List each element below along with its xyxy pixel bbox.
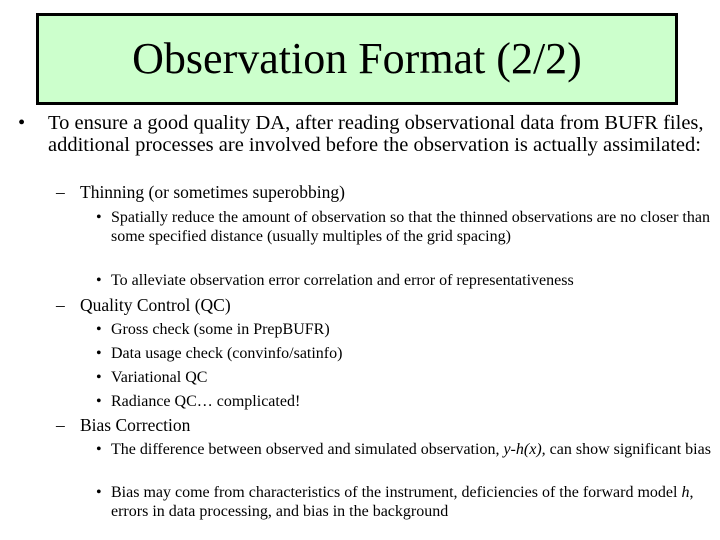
list-item <box>96 271 711 290</box>
bullet-icon: • <box>96 484 102 501</box>
list-item <box>96 392 711 411</box>
bullet-icon: • <box>96 272 102 289</box>
bullet-icon: • <box>96 345 102 362</box>
bullet-icon: • <box>96 441 102 458</box>
list-item-text: Variational QC <box>111 369 208 386</box>
section-heading-bias <box>56 415 710 435</box>
list-item <box>96 320 711 339</box>
list-item <box>96 440 711 459</box>
section-heading-qc <box>56 295 710 315</box>
list-item-text: Radiance QC… complicated! <box>111 393 301 410</box>
dash-icon: – <box>56 182 65 202</box>
list-item <box>96 368 711 387</box>
section-heading-text: Bias Correction <box>80 415 191 435</box>
math-expression: y-h(x), <box>503 441 546 458</box>
dash-icon: – <box>56 295 65 315</box>
dash-icon: – <box>56 415 65 435</box>
list-item-text: Bias may come from characteristics of the instrument, deficiencies of the forward model <box>111 484 678 501</box>
list-item-text-tail: can show significant bias <box>549 441 711 458</box>
intro-bullet <box>18 112 708 156</box>
intro-text: To ensure a good quality DA, after reading observational data from BUFR files, additional processes are involved before the observation is actually assimilated: <box>48 112 704 156</box>
bullet-icon: • <box>96 393 102 410</box>
list-item <box>96 344 711 363</box>
title-box <box>36 13 678 105</box>
section-heading-thinning <box>56 182 710 202</box>
bullet-icon: • <box>18 112 26 134</box>
section-heading-text: Thinning (or sometimes superobbing) <box>80 182 345 202</box>
math-expression: h <box>681 484 690 501</box>
list-item <box>96 208 711 246</box>
bullet-icon: • <box>96 369 102 386</box>
bullet-icon: • <box>96 209 102 226</box>
list-item-text: Spatially reduce the amount of observation so that the thinned observations are no closer than some specified distance (usually multiples of the grid spacing) <box>111 209 710 245</box>
section-heading-text: Quality Control (QC) <box>80 295 231 315</box>
slide-title: Observation Format (2/2) <box>132 34 582 83</box>
list-item-text: To alleviate observation error correlation and error of representativeness <box>111 272 574 289</box>
list-item-text: Data usage check (convinfo/satinfo) <box>111 345 343 362</box>
bullet-icon: • <box>96 321 102 338</box>
list-item-text: Gross check (some in PrepBUFR) <box>111 321 330 338</box>
list-item <box>96 483 711 521</box>
list-item-text: The difference between observed and simulated observation, <box>111 441 500 458</box>
list-item-text-tail: , errors in data processing, and bias in the background <box>111 484 694 520</box>
